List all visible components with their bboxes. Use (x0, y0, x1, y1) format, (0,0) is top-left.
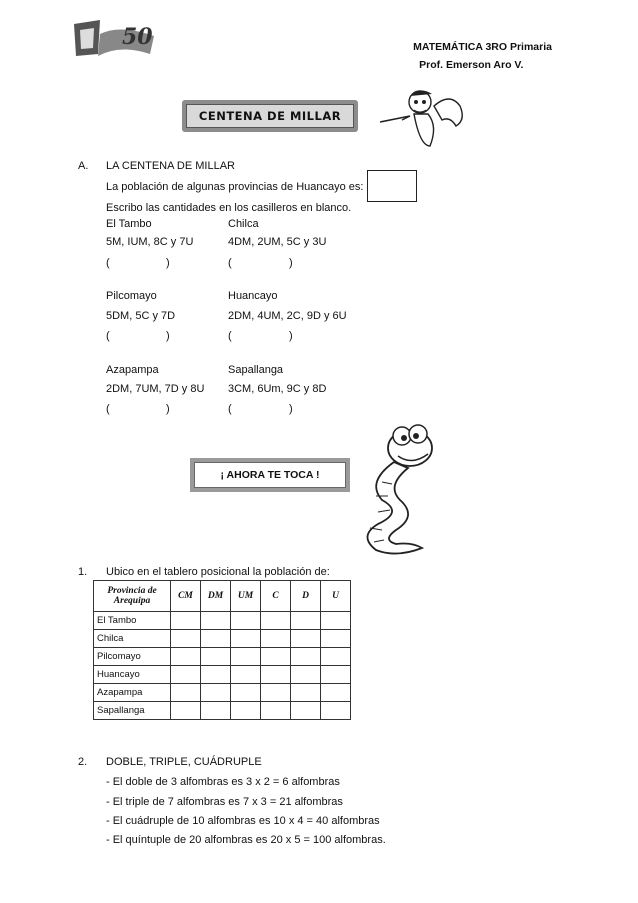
table-cell[interactable] (171, 702, 201, 720)
paren-close: ) (166, 330, 170, 342)
table-cell[interactable] (321, 612, 351, 630)
section-a-intro-2: Escribo las cantidades en los casilleros en blanco. (106, 202, 352, 214)
table-cell[interactable] (201, 666, 231, 684)
section-2-line: - El quíntuple de 20 alfombras es 20 x 5 = 100 alfombras. (106, 834, 386, 846)
province-value: 5M, IUM, 8C y 7U (106, 236, 194, 248)
table-row (94, 684, 351, 702)
section-2-line: - El triple de 7 alfombras es 7 x 3 = 21 alfombras (106, 796, 343, 808)
worm-illustration (352, 412, 442, 558)
table-cell[interactable] (261, 648, 291, 666)
section-1-title: Ubico en el tablero posicional la población de: (106, 566, 330, 578)
table-cell[interactable] (321, 684, 351, 702)
section-a-intro-1: La población de algunas provincias de Huancayo es: (106, 181, 364, 193)
province-value: 2DM, 7UM, 7D y 8U (106, 383, 205, 395)
table-cell[interactable] (201, 648, 231, 666)
table-cell[interactable] (171, 684, 201, 702)
province-value: 3CM, 6Um, 9C y 8D (228, 383, 327, 395)
title-banner-text: CENTENA DE MILLAR (186, 104, 354, 128)
province-name: Sapallanga (228, 364, 284, 376)
table-cell[interactable] (201, 612, 231, 630)
monkey-illustration (380, 86, 470, 152)
province-name: Chilca (228, 218, 259, 230)
table-cell[interactable] (321, 648, 351, 666)
section-1-marker: 1. (78, 566, 88, 578)
province-name: Pilcomayo (106, 290, 157, 302)
paren-close: ) (166, 403, 170, 415)
paren-close: ) (289, 257, 293, 269)
paren-open: ( (228, 330, 232, 342)
table-cell[interactable] (171, 666, 201, 684)
table-cell[interactable] (231, 630, 261, 648)
table-header-cell: DM (201, 581, 231, 612)
logo-number: 50 (122, 24, 153, 50)
table-cell[interactable] (231, 666, 261, 684)
table-row-label: Azapampa (94, 684, 171, 702)
province-name: Azapampa (106, 364, 159, 376)
table-cell[interactable] (261, 666, 291, 684)
table-header-cell: D (291, 581, 321, 612)
table-row-label: El Tambo (94, 612, 171, 630)
table-cell[interactable] (231, 612, 261, 630)
course-title: MATEMÁTICA 3RO Primaria (413, 41, 552, 53)
table-cell[interactable] (321, 630, 351, 648)
table-cell[interactable] (171, 630, 201, 648)
table-cell[interactable] (201, 630, 231, 648)
table-cell[interactable] (321, 666, 351, 684)
section-2-marker: 2. (78, 756, 88, 768)
now-your-turn-text: ¡ AHORA TE TOCA ! (194, 462, 346, 488)
table-row-label: Pilcomayo (94, 648, 171, 666)
table-cell[interactable] (171, 648, 201, 666)
table-cell[interactable] (261, 684, 291, 702)
province-name: Huancayo (228, 290, 278, 302)
table-cell[interactable] (231, 648, 261, 666)
paren-open: ( (106, 257, 110, 269)
school-logo (70, 14, 158, 66)
table-cell[interactable] (201, 684, 231, 702)
header-province-line2: Arequipa (113, 596, 151, 606)
province-value: 2DM, 4UM, 2C, 9D y 6U (228, 310, 347, 322)
table-row-label: Huancayo (94, 666, 171, 684)
table-cell[interactable] (321, 702, 351, 720)
table-cell[interactable] (261, 612, 291, 630)
teacher-name: Prof. Emerson Aro V. (419, 59, 524, 71)
paren-open: ( (106, 330, 110, 342)
table-cell[interactable] (291, 648, 321, 666)
paren-close: ) (289, 330, 293, 342)
table-header-province (94, 581, 171, 612)
table-cell[interactable] (261, 702, 291, 720)
paren-open: ( (228, 403, 232, 415)
table-header-cell: C (261, 581, 291, 612)
table-cell[interactable] (291, 684, 321, 702)
province-name: El Tambo (106, 218, 152, 230)
table-row (94, 630, 351, 648)
table-cell[interactable] (291, 702, 321, 720)
table-cell[interactable] (291, 612, 321, 630)
section-2-title: DOBLE, TRIPLE, CUÁDRUPLE (106, 756, 262, 768)
table-cell[interactable] (171, 612, 201, 630)
table-header-row (94, 581, 351, 612)
table-header-cell: UM (231, 581, 261, 612)
table-row-label: Chilca (94, 630, 171, 648)
table-cell[interactable] (291, 630, 321, 648)
paren-close: ) (166, 257, 170, 269)
section-a-title: LA CENTENA DE MILLAR (106, 160, 235, 172)
section-2-line: - El cuádruple de 10 alfombras es 10 x 4 = 40 alfombras (106, 815, 380, 827)
table-header-cell: CM (171, 581, 201, 612)
province-value: 5DM, 5C y 7D (106, 310, 176, 322)
header-province-line1: Provincia de (107, 586, 157, 596)
table-cell[interactable] (291, 666, 321, 684)
table-row (94, 648, 351, 666)
paren-open: ( (228, 257, 232, 269)
table-cell[interactable] (231, 684, 261, 702)
table-row-label: Sapallanga (94, 702, 171, 720)
table-cell[interactable] (201, 702, 231, 720)
province-value: 4DM, 2UM, 5C y 3U (228, 236, 327, 248)
title-banner (182, 100, 358, 132)
header-info (413, 38, 552, 74)
answer-box[interactable] (367, 170, 417, 202)
section-a-marker: A. (78, 160, 89, 172)
now-your-turn-banner (190, 458, 350, 492)
table-row (94, 666, 351, 684)
section-2-line: - El doble de 3 alfombras es 3 x 2 = 6 alfombras (106, 776, 340, 788)
table-header-cell: U (321, 581, 351, 612)
table-cell[interactable] (261, 630, 291, 648)
table-cell[interactable] (231, 702, 261, 720)
table-row (94, 702, 351, 720)
place-value-table (93, 580, 351, 720)
paren-open: ( (106, 403, 110, 415)
paren-close: ) (289, 403, 293, 415)
table-row (94, 612, 351, 630)
